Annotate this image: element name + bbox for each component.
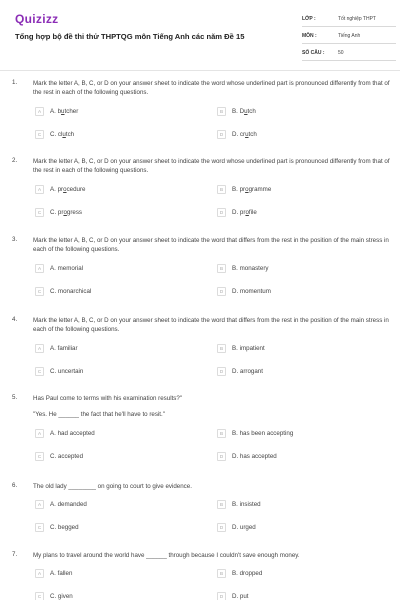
option-text — [232, 453, 277, 460]
worksheet-title: Tổng hợp bộ đề thi thử THPTQG môn Tiếng Anh các năm Đề 15 — [15, 32, 245, 41]
option-letter-box[interactable]: C — [35, 452, 44, 461]
answer-option-a[interactable] — [35, 105, 78, 117]
option-word-start: monarchical — [57, 287, 92, 295]
option-text — [50, 265, 83, 272]
answer-option-b[interactable] — [217, 183, 271, 195]
question-text: Mark the letter A, B, C, or D on your answer sheet to indicate the word whose underlined part is pronounced differently from that of the rest in each of the following questions. — [33, 158, 390, 175]
question-number: 4. — [12, 316, 18, 323]
option-text — [232, 430, 293, 437]
answer-option-a[interactable] — [35, 342, 78, 354]
option-word-start: familiar — [57, 344, 78, 352]
answer-option-d[interactable] — [217, 365, 263, 377]
answer-option-b[interactable] — [217, 105, 256, 117]
answer-option-a[interactable] — [35, 183, 85, 195]
option-label: D. — [232, 523, 239, 531]
option-word-start: b — [57, 107, 62, 115]
option-underlined-part: o — [63, 208, 67, 216]
option-word-start: insisted — [239, 500, 261, 508]
meta-value-question-count: 50 — [338, 49, 344, 56]
option-text — [232, 570, 262, 577]
option-letter-box[interactable]: A — [35, 107, 44, 116]
option-label: C. — [50, 208, 57, 216]
option-label: B. — [232, 185, 238, 193]
option-label: A. — [50, 107, 56, 115]
option-word-start: pr — [57, 185, 64, 193]
answer-option-a[interactable] — [35, 567, 72, 579]
answer-option-c[interactable] — [35, 206, 82, 218]
option-letter-box[interactable]: D — [217, 523, 226, 532]
option-text — [50, 209, 82, 216]
answer-option-a[interactable] — [35, 262, 83, 274]
option-word-start: uncertain — [57, 367, 84, 375]
option-letter-box[interactable]: A — [35, 185, 44, 194]
meta-row-subject — [302, 28, 396, 44]
option-word-start: D — [239, 107, 245, 115]
option-word-start: fallen — [57, 569, 73, 577]
option-underlined-part: u — [244, 107, 248, 115]
meta-row-class — [302, 11, 396, 27]
answer-option-b[interactable] — [217, 342, 265, 354]
option-text — [232, 186, 271, 193]
option-letter-box[interactable]: B — [217, 500, 226, 509]
option-word-start: urged — [239, 523, 256, 531]
question-text: The old lady ________ on going to court to give evidence. — [33, 483, 192, 490]
option-underlined-part: o — [245, 185, 249, 193]
option-label: A. — [50, 500, 56, 508]
option-letter-box[interactable]: B — [217, 569, 226, 578]
option-word-start: accepted — [57, 452, 84, 460]
worksheet-meta — [302, 11, 396, 62]
option-word-end: tcher — [64, 107, 79, 115]
option-label: D. — [232, 452, 239, 460]
worksheet-header — [0, 0, 400, 66]
answer-option-a[interactable] — [35, 498, 87, 510]
meta-row-question-count — [302, 45, 396, 61]
option-label: A. — [50, 344, 56, 352]
option-word-start: cl — [57, 130, 63, 138]
option-label: C. — [50, 452, 57, 460]
option-text — [232, 345, 265, 352]
option-text — [50, 368, 83, 375]
meta-value-class: Tốt nghiệp THPT — [338, 15, 376, 22]
option-letter-box[interactable]: D — [217, 208, 226, 217]
option-underlined-part: u — [61, 107, 65, 115]
meta-label-subject: MÔN : — [302, 32, 317, 39]
quizizz-logo[interactable]: Quizizz — [15, 12, 59, 26]
option-letter-box[interactable]: C — [35, 592, 44, 600]
option-text — [232, 501, 261, 508]
question-text: Mark the letter A, B, C, or D on your answer sheet to indicate the word that differs from the rest in the position of the main stress in each of the following questions. — [33, 317, 389, 334]
option-underlined-part: o — [63, 185, 67, 193]
option-letter-box[interactable]: A — [35, 429, 44, 438]
option-label: B. — [232, 107, 238, 115]
option-label: C. — [50, 367, 57, 375]
option-label: D. — [232, 287, 239, 295]
option-underlined-part: u — [62, 130, 66, 138]
answer-option-c[interactable] — [35, 365, 83, 377]
answer-option-c[interactable] — [35, 521, 79, 533]
option-letter-box[interactable]: A — [35, 569, 44, 578]
option-word-start: impatient — [239, 344, 265, 352]
option-letter-box[interactable]: C — [35, 367, 44, 376]
option-letter-box[interactable]: B — [217, 107, 226, 116]
option-word-end: cedure — [66, 185, 86, 193]
option-label: D. — [232, 367, 239, 375]
option-label: D. — [232, 130, 239, 138]
answer-option-c[interactable] — [35, 450, 83, 462]
option-word-start: given — [57, 592, 73, 600]
option-label: C. — [50, 287, 57, 295]
option-letter-box[interactable]: A — [35, 344, 44, 353]
option-label: D. — [232, 208, 239, 216]
option-letter-box[interactable]: C — [35, 208, 44, 217]
question-number: 6. — [12, 482, 18, 489]
option-label: A. — [50, 429, 56, 437]
option-label: B. — [232, 344, 238, 352]
option-underlined-part: u — [245, 130, 249, 138]
option-letter-box[interactable]: B — [217, 344, 226, 353]
option-text — [50, 108, 78, 115]
option-label: A. — [50, 264, 56, 272]
meta-value-subject: Tiếng Anh — [338, 32, 361, 39]
option-text — [232, 368, 263, 375]
question-text: My plans to travel around the world have ______ through because I couldn't save enough money. — [33, 552, 300, 559]
option-word-start: put — [239, 592, 249, 600]
question-subtext: "Yes. He ______ the fact that he'll have to resit." — [33, 411, 165, 418]
option-label: C. — [50, 592, 57, 600]
option-word-start: pr — [239, 208, 246, 216]
question-number: 7. — [12, 551, 18, 558]
option-word-start: has been accepting — [239, 429, 294, 437]
option-text — [50, 593, 73, 600]
answer-option-b[interactable] — [217, 567, 262, 579]
option-word-end: tch — [247, 107, 256, 115]
option-word-end: tch — [248, 130, 257, 138]
answer-option-c[interactable] — [35, 128, 74, 140]
option-word-start: memorial — [57, 264, 84, 272]
answer-option-d[interactable] — [217, 521, 256, 533]
answer-option-d[interactable] — [217, 206, 257, 218]
question-number: 2. — [12, 157, 18, 164]
option-letter-box[interactable]: B — [217, 429, 226, 438]
option-letter-box[interactable]: D — [217, 592, 226, 600]
option-text — [50, 288, 91, 295]
option-word-start: pr — [57, 208, 64, 216]
option-text — [50, 430, 95, 437]
question-text: Mark the letter A, B, C, or D on your answer sheet to indicate the word that differs from the rest in the position of the main stress in each of the following questions. — [33, 237, 389, 254]
answer-option-b[interactable] — [217, 262, 268, 274]
option-word-end: tch — [65, 130, 75, 138]
meta-label-question-count: SỐ CÂU : — [302, 49, 325, 56]
option-text — [50, 345, 78, 352]
option-word-start: had accepted — [57, 429, 95, 437]
option-label: B. — [232, 264, 238, 272]
answer-option-a[interactable] — [35, 427, 95, 439]
option-text — [232, 593, 249, 600]
option-text — [232, 265, 268, 272]
meta-label-class: LỚP : — [302, 15, 316, 22]
option-label: B. — [232, 569, 238, 577]
answer-option-b[interactable] — [217, 427, 293, 439]
answer-option-b[interactable] — [217, 498, 261, 510]
option-label: D. — [232, 592, 239, 600]
answer-option-d[interactable] — [217, 590, 249, 600]
answer-option-d[interactable] — [217, 128, 257, 140]
option-text — [232, 288, 271, 295]
header-divider — [0, 70, 400, 71]
option-word-start: cr — [239, 130, 246, 138]
option-word-start: begged — [57, 523, 79, 531]
option-word-end: gramme — [248, 185, 272, 193]
question-number: 5. — [12, 394, 18, 401]
option-letter-box[interactable]: C — [35, 523, 44, 532]
option-word-start: dropped — [239, 569, 263, 577]
option-word-start: arrogant — [239, 367, 263, 375]
question-text: Mark the letter A, B, C, or D on your answer sheet to indicate the word whose underlined part is pronounced differently from that of the rest in each of the following questions. — [33, 80, 390, 97]
answer-option-c[interactable] — [35, 590, 73, 600]
option-label: A. — [50, 185, 56, 193]
option-text — [50, 453, 83, 460]
option-word-start: monastery — [239, 264, 269, 272]
option-letter-box[interactable]: D — [217, 287, 226, 296]
option-word-start: momentum — [239, 287, 271, 295]
answer-option-d[interactable] — [217, 450, 277, 462]
option-text — [50, 570, 72, 577]
option-letter-box[interactable]: A — [35, 500, 44, 509]
option-text — [50, 501, 87, 508]
option-letter-box[interactable]: D — [217, 452, 226, 461]
option-text — [232, 108, 256, 115]
option-letter-box[interactable]: C — [35, 287, 44, 296]
option-word-end: file — [248, 208, 257, 216]
option-word-start: pr — [239, 185, 246, 193]
option-label: B. — [232, 429, 238, 437]
option-letter-box[interactable]: C — [35, 130, 44, 139]
option-underlined-part: o — [245, 208, 249, 216]
option-text — [232, 209, 257, 216]
option-label: C. — [50, 130, 57, 138]
option-text — [50, 131, 74, 138]
option-text — [232, 524, 256, 531]
option-label: A. — [50, 569, 56, 577]
question-number: 3. — [12, 236, 18, 243]
option-letter-box[interactable]: A — [35, 264, 44, 273]
option-word-end: gress — [66, 208, 83, 216]
option-letter-box[interactable]: B — [217, 264, 226, 273]
question-number: 1. — [12, 79, 18, 86]
answer-option-c[interactable] — [35, 285, 91, 297]
question-text: Has Paul come to terms with his examination results?" — [33, 395, 183, 402]
option-label: C. — [50, 523, 57, 531]
option-text — [50, 524, 79, 531]
answer-option-d[interactable] — [217, 285, 271, 297]
option-word-start: demanded — [57, 500, 87, 508]
option-text — [50, 186, 85, 193]
option-letter-box[interactable]: D — [217, 367, 226, 376]
option-letter-box[interactable]: D — [217, 130, 226, 139]
option-word-start: has accepted — [239, 452, 277, 460]
option-letter-box[interactable]: B — [217, 185, 226, 194]
option-label: B. — [232, 500, 238, 508]
option-text — [232, 131, 257, 138]
